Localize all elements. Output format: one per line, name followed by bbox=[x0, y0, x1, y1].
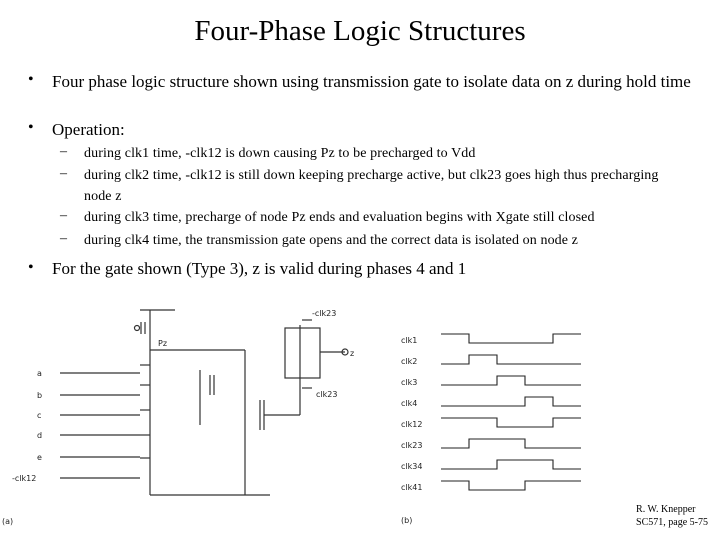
timing-waveform bbox=[441, 439, 581, 448]
sub-bullet-1: during clk1 time, -clk12 is down causing Pz to be precharged to Vdd bbox=[84, 146, 476, 161]
timing-waveform bbox=[441, 376, 581, 385]
timing-signal-label: clk23 bbox=[401, 441, 423, 450]
timing-waveform bbox=[441, 334, 581, 343]
bullet-2: Operation: bbox=[52, 120, 125, 139]
input-c-label: c bbox=[37, 411, 42, 420]
slide-title: Four-Phase Logic Structures bbox=[194, 15, 526, 47]
timing-waveform bbox=[441, 460, 581, 469]
timing-waveform bbox=[441, 397, 581, 406]
bullet-3: For the gate shown (Type 3), z is valid during phases 4 and 1 bbox=[52, 259, 467, 278]
circuit-diagram bbox=[0, 300, 395, 535]
timing-signal-label: clk12 bbox=[401, 420, 423, 429]
node-pz-label: Pz bbox=[158, 339, 168, 348]
input-b-label: b bbox=[37, 391, 43, 400]
clk23-bar-label: -clk23 bbox=[312, 309, 337, 318]
sub-bullet-marker: – bbox=[60, 144, 67, 159]
input-e-label: e bbox=[37, 453, 42, 462]
timing-signal-label: clk4 bbox=[401, 399, 418, 408]
timing-signal-label: clk3 bbox=[401, 378, 418, 387]
timing-waveform bbox=[441, 355, 581, 364]
timing-waveform bbox=[441, 418, 581, 427]
timing-diagram bbox=[395, 318, 595, 535]
timing-signal-label: clk34 bbox=[401, 462, 423, 471]
footer-page: SC571, page 5-75 bbox=[636, 517, 708, 528]
bullet-1: Four phase logic structure shown using transmission gate to isolate data on z during hold time bbox=[52, 72, 691, 91]
timing-signal-label: clk2 bbox=[401, 357, 418, 366]
node-z-label: z bbox=[350, 349, 355, 358]
bullet-marker: • bbox=[28, 119, 34, 136]
timing-waveform bbox=[441, 481, 581, 490]
sub-bullet-4: during clk4 time, the transmission gate opens and the correct data is isolated on node z bbox=[84, 233, 579, 248]
clk23-label: clk23 bbox=[316, 390, 338, 399]
timing-signal-label: clk1 bbox=[401, 336, 418, 345]
timing-caption: (b) bbox=[401, 516, 413, 525]
bullet-marker: • bbox=[28, 259, 34, 276]
circuit-caption: (a) bbox=[2, 517, 14, 526]
sub-bullet-marker: – bbox=[60, 208, 67, 223]
slide-footer bbox=[636, 503, 708, 529]
input-d-label: d bbox=[37, 431, 43, 440]
timing-signal-label: clk41 bbox=[401, 483, 423, 492]
clk12-bar-label: -clk12 bbox=[12, 474, 37, 483]
sub-bullet-3: during clk3 time, precharge of node Pz ends and evaluation begins with Xgate still closed bbox=[84, 210, 595, 225]
sub-bullet-marker: – bbox=[60, 166, 67, 181]
sub-bullet-2: during clk2 time, -clk12 is still down keeping precharge active, but clk23 goes high thus precharging node z bbox=[84, 168, 659, 204]
bullet-marker: • bbox=[28, 71, 34, 88]
footer-author: R. W. Knepper bbox=[636, 504, 696, 515]
input-a-label: a bbox=[37, 369, 42, 378]
sub-bullet-marker: – bbox=[60, 231, 67, 246]
